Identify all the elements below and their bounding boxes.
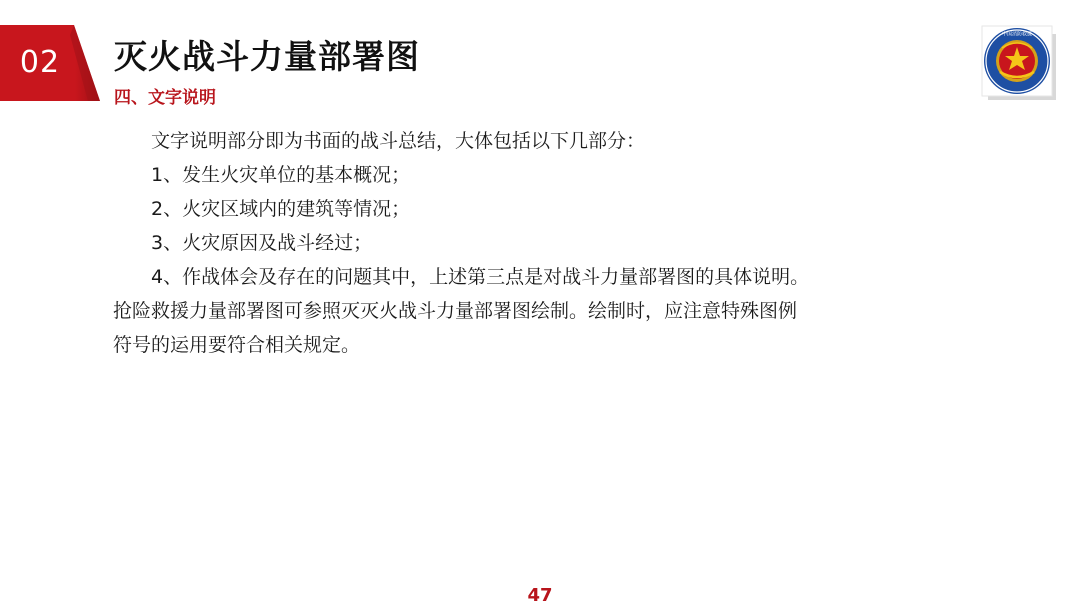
intro-paragraph: 文字说明部分即为书面的战斗总结，大体包括以下几部分： [151, 130, 646, 152]
list-item: 3、火灾原因及战斗经过； [151, 232, 373, 254]
section-number: 02 [19, 45, 61, 80]
page-title: 灭火战斗力量部署图 [114, 37, 420, 76]
page-subtitle: 四、文字说明 [114, 88, 216, 108]
fire-rescue-emblem-icon [976, 20, 1060, 102]
list-item: 4、作战体会及存在的问题其中，上述第三点是对战斗力量部署图的具体说明。 [151, 266, 810, 288]
page-number: 47 [527, 585, 553, 606]
paragraph-line: 符号的运用要符合相关规定。 [113, 334, 361, 356]
list-item: 2、火灾区域内的建筑等情况； [151, 198, 411, 220]
paragraph-line: 抢险救援力量部署图可参照灭灭火战斗力量部署图绘制。绘制时，应注意特殊图例 [113, 300, 798, 322]
svg-text:中国消防救援: 中国消防救援 [1001, 31, 1033, 38]
list-item: 1、发生火灾单位的基本概况； [151, 164, 411, 186]
body-text [113, 124, 903, 362]
